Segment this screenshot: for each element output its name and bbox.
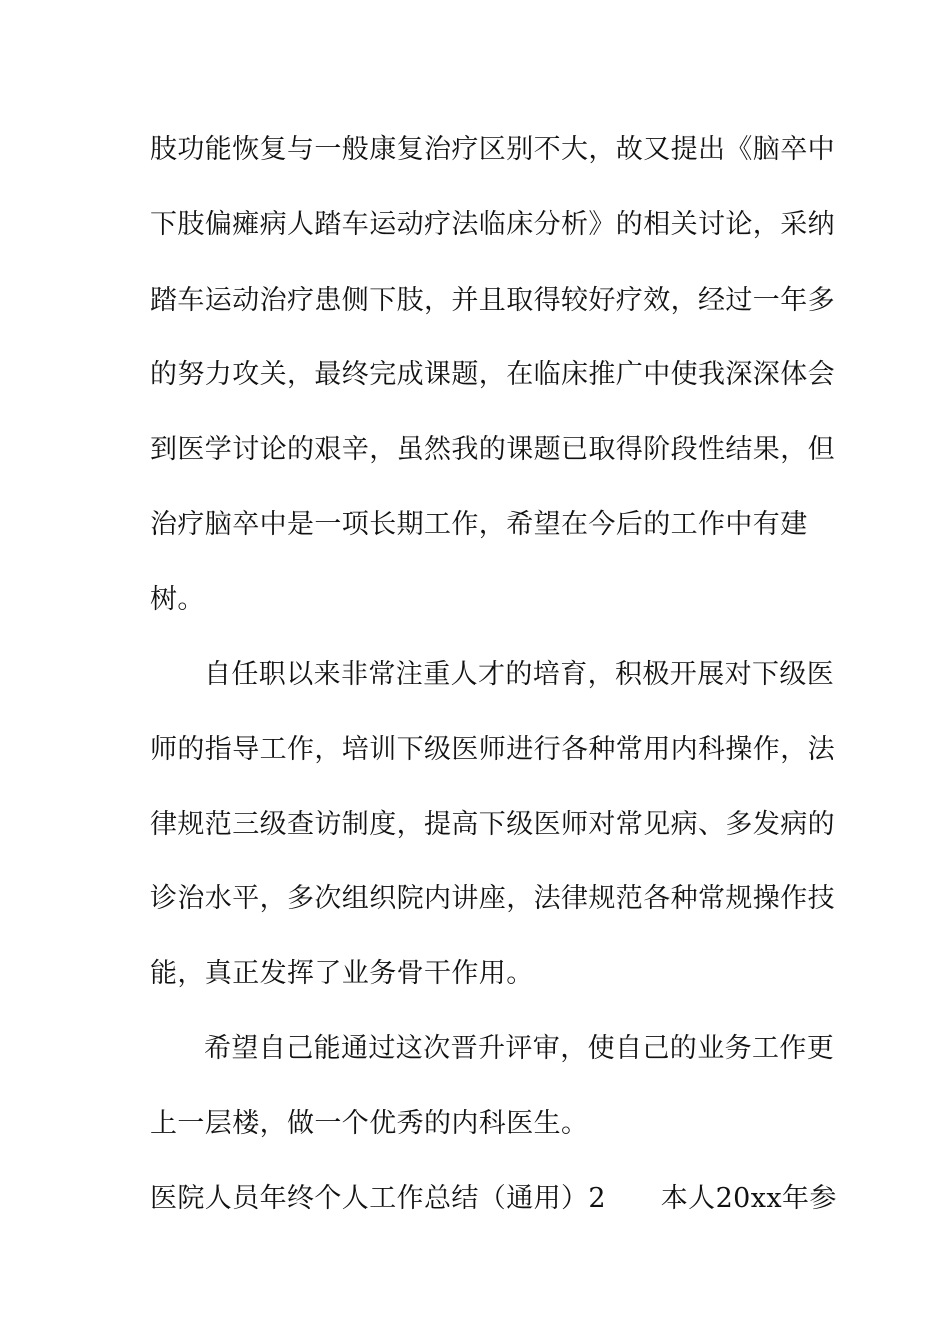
paragraph-line: 踏车运动治疗患侧下肢，并且取得较好疗效，经过一年多 <box>150 285 835 316</box>
paragraph-line: 到医学讨论的艰辛，虽然我的课题已取得阶段性结果，但 <box>150 434 835 465</box>
paragraph-line: 能，真正发挥了业务骨干作用。 <box>150 958 534 989</box>
paragraph-line: 诊治水平，多次组织院内讲座，法律规范各种常规操作技 <box>150 883 835 914</box>
paragraph-line: 肢功能恢复与一般康复治疗区别不大，故又提出《脑卒中 <box>150 134 835 165</box>
paragraph-line: 师的指导工作，培训下级医师进行各种常用内科操作，法 <box>150 734 835 765</box>
paragraph-line: 树。 <box>150 584 205 615</box>
paragraph-line: 自任职以来非常注重人才的培育，积极开展对下级医 <box>204 659 835 690</box>
paragraph-line: 律规范三级查访制度，提高下级医师对常见病、多发病的 <box>150 809 835 840</box>
paragraph-line: 治疗脑卒中是一项长期工作，希望在今后的工作中有建 <box>150 509 808 540</box>
paragraph-line: 上一层楼，做一个优秀的内科医生。 <box>150 1108 589 1139</box>
paragraph-line: 下肢偏瘫病人踏车运动疗法临床分析》的相关讨论，采纳 <box>150 209 835 240</box>
paragraph-line: 的努力攻关，最终完成课题，在临床推广中使我深深体会 <box>150 359 835 390</box>
section-heading-line: 医院人员年终个人工作总结（通用）2 本人20xx年参 <box>150 1183 837 1214</box>
paragraph-line: 希望自己能通过这次晋升评审，使自己的业务工作更 <box>204 1033 835 1064</box>
